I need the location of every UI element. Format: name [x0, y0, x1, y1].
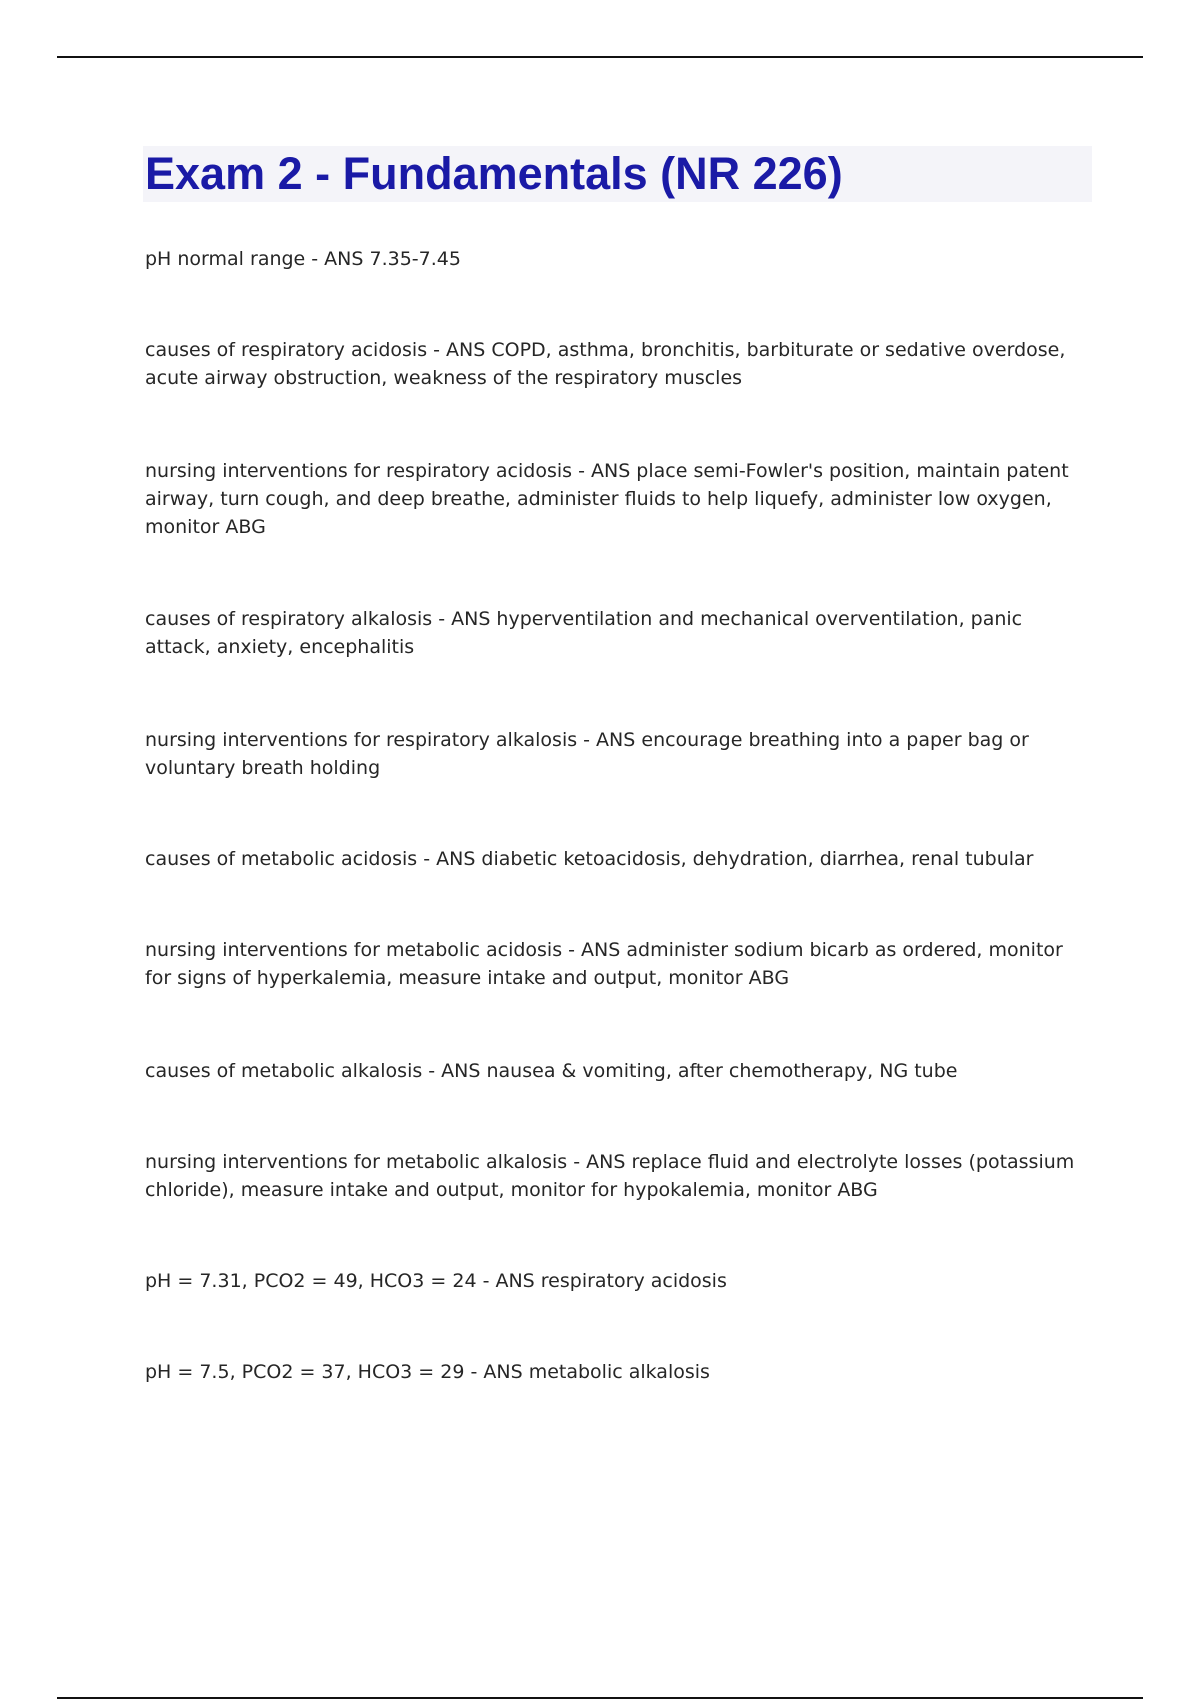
qa-term: causes of respiratory acidosis — [145, 339, 428, 361]
qa-answer: nausea & vomiting, after chemotherapy, NG tube — [486, 1060, 958, 1082]
qa-item-ph-normal-range — [145, 245, 1090, 273]
qa-term: pH = 7.31, PCO2 = 49, HCO3 = 24 — [145, 1270, 477, 1292]
qa-answer: diabetic ketoacidosis, dehydration, diarrhea, renal tubular — [481, 848, 1034, 870]
qa-answer: 7.35-7.45 — [369, 248, 461, 270]
qa-separator: - ANS — [464, 1361, 529, 1383]
qa-term: pH = 7.5, PCO2 = 37, HCO3 = 29 — [145, 1361, 465, 1383]
qa-item-causes-metab-alkalosis — [145, 1057, 1090, 1085]
document-title: Exam 2 - Fundamentals (NR 226) — [145, 148, 843, 199]
qa-answer: hyperventilation and mechanical overventilation, panic attack, anxiety, encephalitis — [145, 608, 1023, 658]
bottom-rule — [57, 1697, 1143, 1699]
qa-answer: place semi-Fowler's position, maintain patent airway, turn cough, and deep breathe, administer fluids to help liquefy, administer low oxygen, monitor ABG — [145, 460, 1069, 538]
qa-term: nursing interventions for metabolic acidosis — [145, 939, 563, 961]
qa-term: nursing interventions for metabolic alkalosis — [145, 1151, 568, 1173]
qa-item-interventions-metab-alkalosis — [145, 1148, 1090, 1204]
qa-separator: - ANS — [427, 339, 492, 361]
qa-term: causes of metabolic acidosis — [145, 848, 418, 870]
qa-answer: metabolic alkalosis — [528, 1361, 710, 1383]
qa-term: pH normal range — [145, 248, 306, 270]
top-rule — [57, 56, 1143, 58]
qa-answer: encourage breathing into a paper bag or voluntary breath holding — [145, 729, 1029, 779]
qa-separator: - ANS — [305, 248, 370, 270]
qa-answer: COPD, asthma, bronchitis, barbiturate or sedative overdose, acute airway obstruction, weakness of the respiratory muscles — [145, 339, 1066, 389]
qa-separator: - ANS — [562, 939, 627, 961]
qa-term: nursing interventions for respiratory alkalosis — [145, 729, 578, 751]
qa-item-abg-resp-acidosis — [145, 1267, 1090, 1295]
qa-term: nursing interventions for respiratory acidosis — [145, 460, 573, 482]
qa-separator: - ANS — [572, 460, 637, 482]
qa-answer: replace fluid and electrolyte losses (potassium chloride), measure intake and output, monitor for hypokalemia, monitor ABG — [145, 1151, 1075, 1201]
qa-term: causes of respiratory alkalosis — [145, 608, 433, 630]
qa-item-interventions-metab-acidosis — [145, 936, 1090, 992]
qa-item-causes-metab-acidosis — [145, 845, 1090, 873]
qa-separator: - ANS — [422, 1060, 487, 1082]
qa-separator: - ANS — [476, 1270, 541, 1292]
qa-item-interventions-resp-acidosis — [145, 457, 1090, 541]
qa-item-causes-resp-acidosis — [145, 336, 1090, 392]
qa-term: causes of metabolic alkalosis — [145, 1060, 423, 1082]
qa-item-interventions-resp-alkalosis — [145, 726, 1090, 782]
qa-item-causes-resp-alkalosis — [145, 605, 1090, 661]
qa-answer: respiratory acidosis — [540, 1270, 727, 1292]
qa-separator: - ANS — [567, 1151, 632, 1173]
qa-separator: - ANS — [577, 729, 642, 751]
qa-separator: - ANS — [417, 848, 482, 870]
qa-item-abg-metab-alkalosis — [145, 1358, 1090, 1386]
qa-separator: - ANS — [432, 608, 497, 630]
qa-answer: administer sodium bicarb as ordered, monitor for signs of hyperkalemia, measure intake and output, monitor ABG — [145, 939, 1063, 989]
